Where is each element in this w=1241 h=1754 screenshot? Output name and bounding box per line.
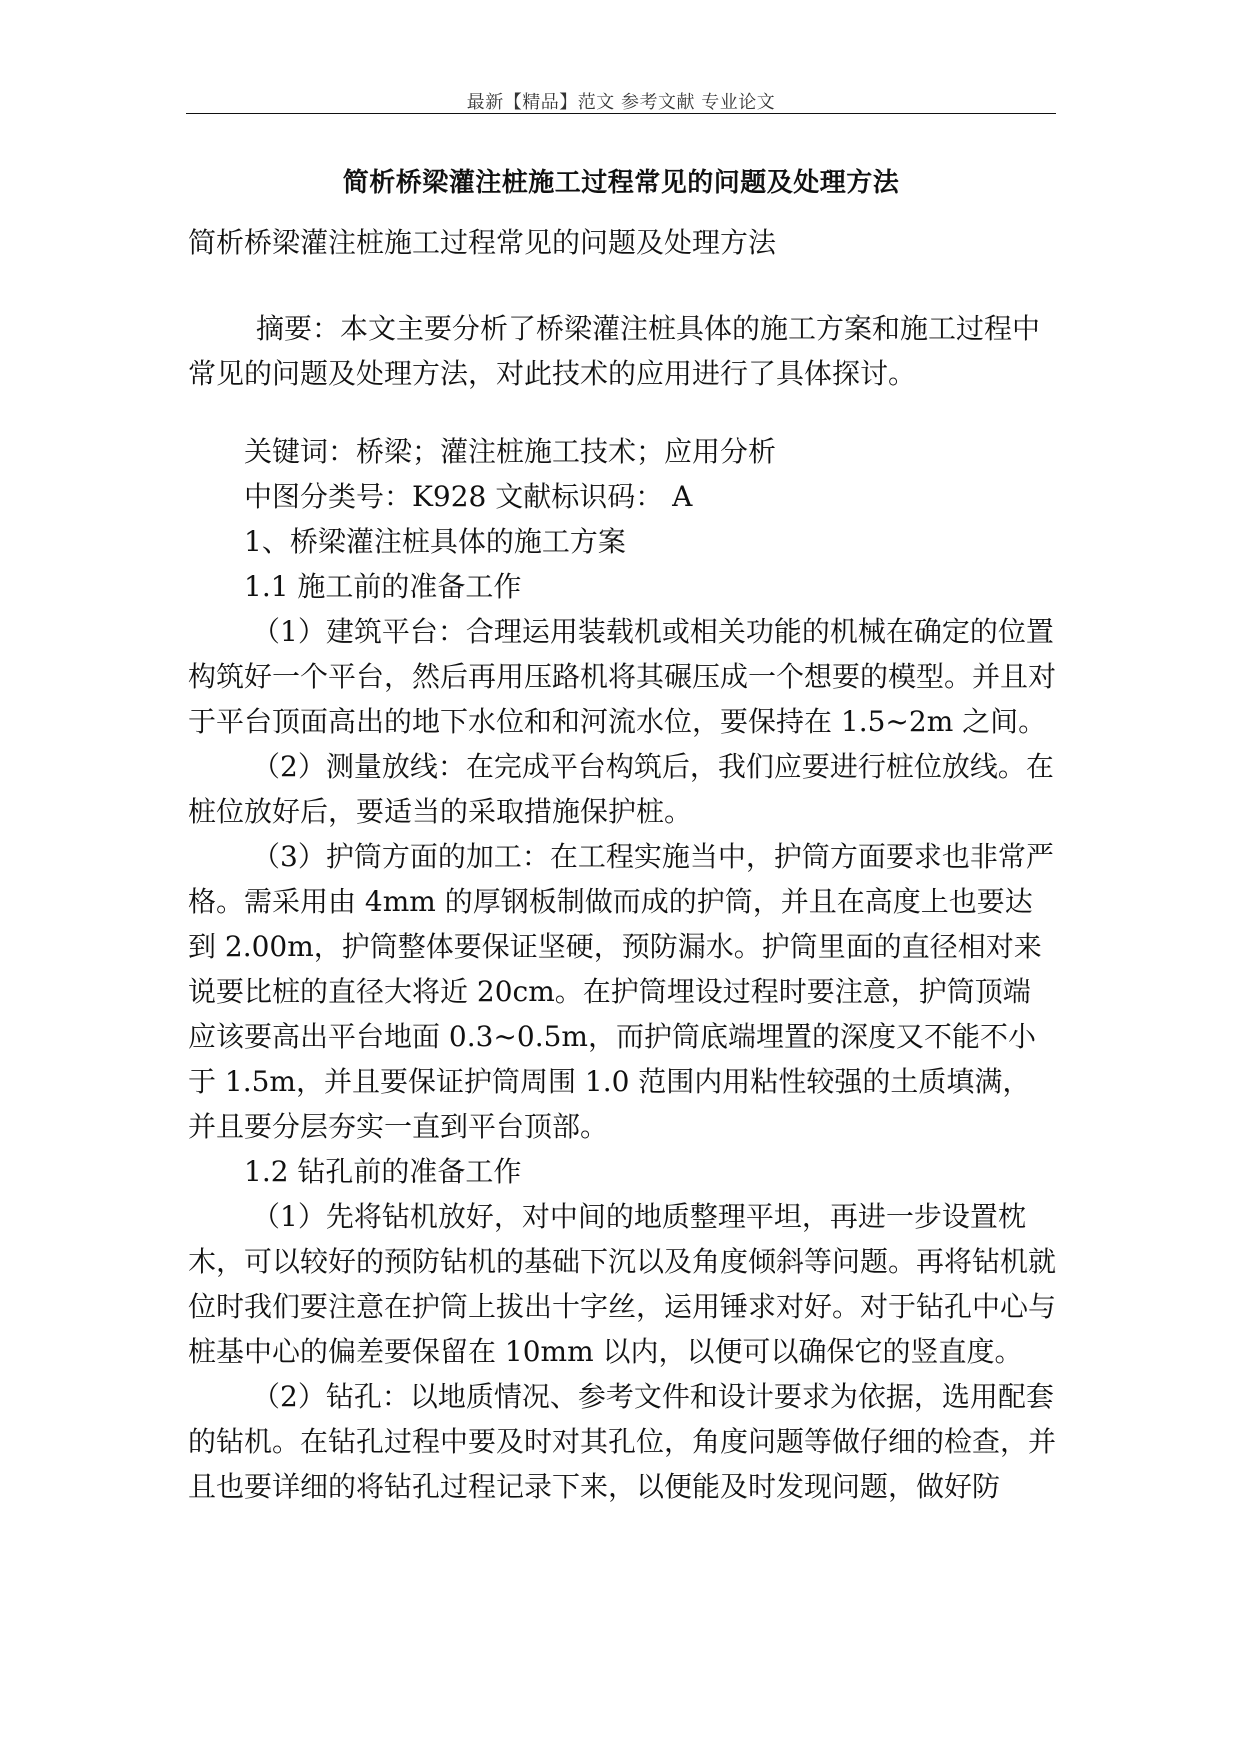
document-body [188,220,1056,1509]
section-heading-1-2: 1.2 钻孔前的准备工作 [244,1155,522,1188]
classification-line: 中图分类号：K928 文献标识码： A [244,480,693,513]
paragraph-1-1-1: （1）建筑平台：合理运用装载机或相关功能的机械在确定的位置构筑好一个平台，然后再用压路机将其碾压成一个想要的模型。并且对于平台顶面高出的地下水位和和河流水位，要保持在 1.5~2m 之间。 [188,615,1057,738]
running-header: 最新【精品】范文 参考文献 专业论文 [466,92,776,113]
keywords-line: 关键词：桥梁；灌注桩施工技术；应用分析 [244,435,777,468]
document-subtitle: 简析桥梁灌注桩施工过程常见的问题及处理方法 [188,226,777,259]
abstract-paragraph: 摘要：本文主要分析了桥梁灌注桩具体的施工方案和施工过程中常见的问题及处理方法，对此技术的应用进行了具体探讨。 [188,312,1041,390]
paragraph-1-1-2: （2）测量放线：在完成平台构筑后，我们应要进行桩位放线。在桩位放好后，要适当的采取措施保护桩。 [188,750,1054,828]
section-heading-1: 1、桥梁灌注桩具体的施工方案 [244,525,626,558]
document-title: 简析桥梁灌注桩施工过程常见的问题及处理方法 [342,168,900,198]
section-heading-1-1: 1.1 施工前的准备工作 [244,570,522,603]
paragraph-1-2-1: （1）先将钻机放好，对中间的地质整理平坦，再进一步设置枕木，可以较好的预防钻机的基础下沉以及角度倾斜等问题。再将钻机就位时我们要注意在护筒上拔出十字丝，运用锤求对好。对于钻孔中心与桩基中心的偏差要保留在 10mm 以内，以便可以确保它的竖直度。 [188,1200,1057,1368]
paragraph-1-1-3: （3）护筒方面的加工：在工程实施当中，护筒方面要求也非常严格。需采用由 4mm 的厚钢板制做而成的护筒，并且在高度上也要达到 2.00m，护筒整体要保证坚硬，预防漏水。护筒里面的直径相对来说要比桩的直径大将近 20cm。在护筒埋设过程时要注意，护筒顶端应该要高出平台地面 0.3~0.5m，而护筒底端埋置的深度又不能不小于 1.5m，并且要保证护筒周围 1.0 范围内用粘性较强的土质填满，并且要分层夯实一直到平台顶部。 [188,840,1054,1143]
paragraph-1-2-2: （2）钻孔：以地质情况、参考文件和设计要求为依据，选用配套的钻机。在钻孔过程中要及时对其孔位，角度问题等做仔细的检查，并且也要详细的将钻孔过程记录下来，以便能及时发现问题，做好防 [188,1380,1057,1503]
header-divider [186,113,1056,114]
